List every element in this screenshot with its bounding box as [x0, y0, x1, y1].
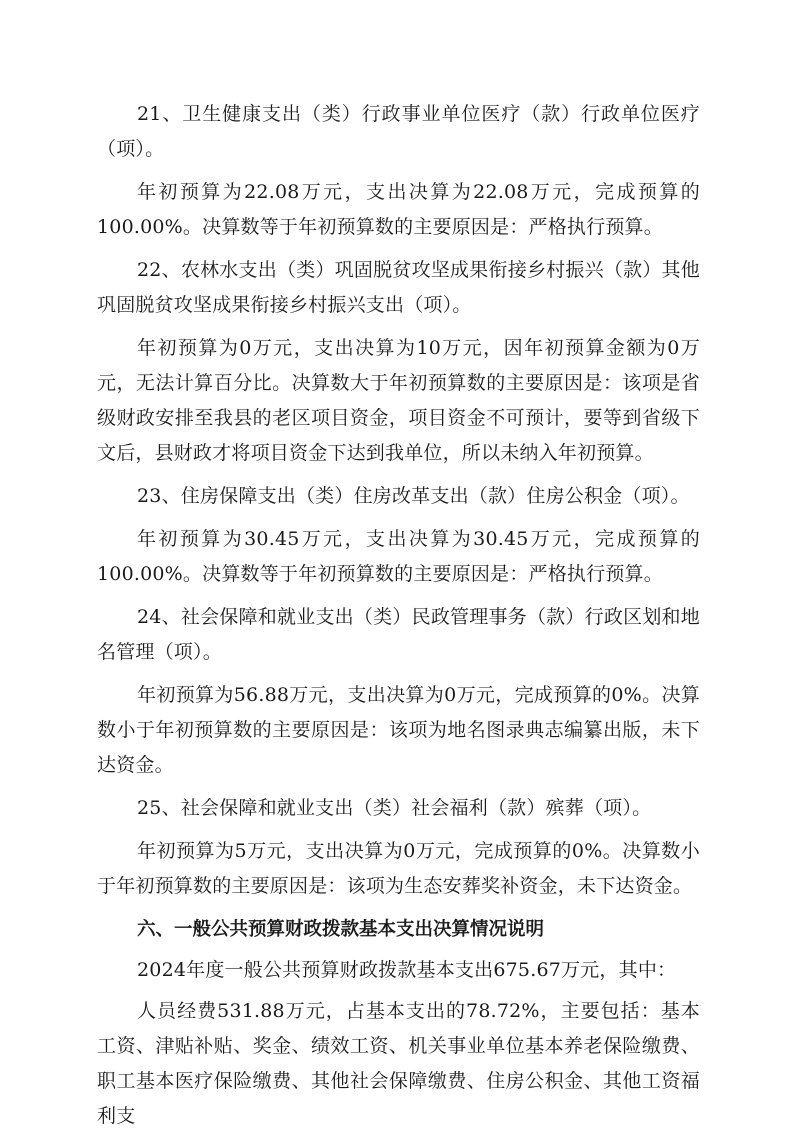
item-23-title: 23、住房保障支出（类）住房改革支出（款）住房公积金（项）。 — [137, 485, 690, 507]
item-24-detail: 年初预算为56.88万元，支出决算为0万元，完成预算的0%。决算数小于年初预算数的主要原因是：该项为地名图录典志编纂出版，未下达资金。 — [97, 684, 700, 776]
item-25-title: 25、社会保障和就业支出（类）社会福利（款）殡葬（项）。 — [137, 797, 652, 819]
item-22-detail: 年初预算为0万元，支出决算为10万元，因年初预算金额为0万元，无法计算百分比。决算数大于年初预算数的主要原因是：该项是省级财政安排至我县的老区项目资金，项目资金不可预计，要等到省级下文后，县财政才将项目资金下达到我单位，所以未纳入年初预算。 — [97, 337, 700, 464]
item-22-title: 22、农林水支出（类）巩固脱贫攻坚成果衔接乡村振兴（款）其他巩固脱贫攻坚成果衔接乡村振兴支出（项）。 — [97, 259, 700, 316]
item-23-detail: 年初预算为30.45万元，支出决算为30.45万元，完成预算的100.00%。决算数等于年初预算数的主要原因是：严格执行预算。 — [97, 528, 700, 585]
section-heading: 六、一般公共预算财政拨款基本支出决算情况说明 — [137, 919, 545, 940]
item-25-detail: 年初预算为5万元，支出决算为0万元，完成预算的0%。决算数小于年初预算数的主要原因是：该项为生态安葬奖补资金，未下达资金。 — [97, 840, 700, 897]
item-24-title: 24、社会保障和就业支出（类）民政管理事务（款）行政区划和地名管理（项）。 — [97, 606, 700, 663]
item-21-detail: 年初预算为22.08万元，支出决算为22.08万元，完成预算的100.00%。决算数等于年初预算数的主要原因是：严格执行预算。 — [97, 181, 700, 238]
basic-expenditure-summary: 2024年度一般公共预算财政拨款基本支出675.67万元，其中： — [137, 959, 677, 981]
document-page — [97, 97, 700, 1140]
personnel-expenditure-detail: 人员经费531.88万元，占基本支出的78.72%，主要包括：基本工资、津贴补贴、奖金、绩效工资、机关事业单位基本养老保险缴费、职工基本医疗保险缴费、其他社会保障缴费、住房公积金、其他工资福利支 — [97, 1000, 700, 1127]
item-21-title: 21、卫生健康支出（类）行政事业单位医疗（款）行政单位医疗（项）。 — [97, 103, 700, 160]
